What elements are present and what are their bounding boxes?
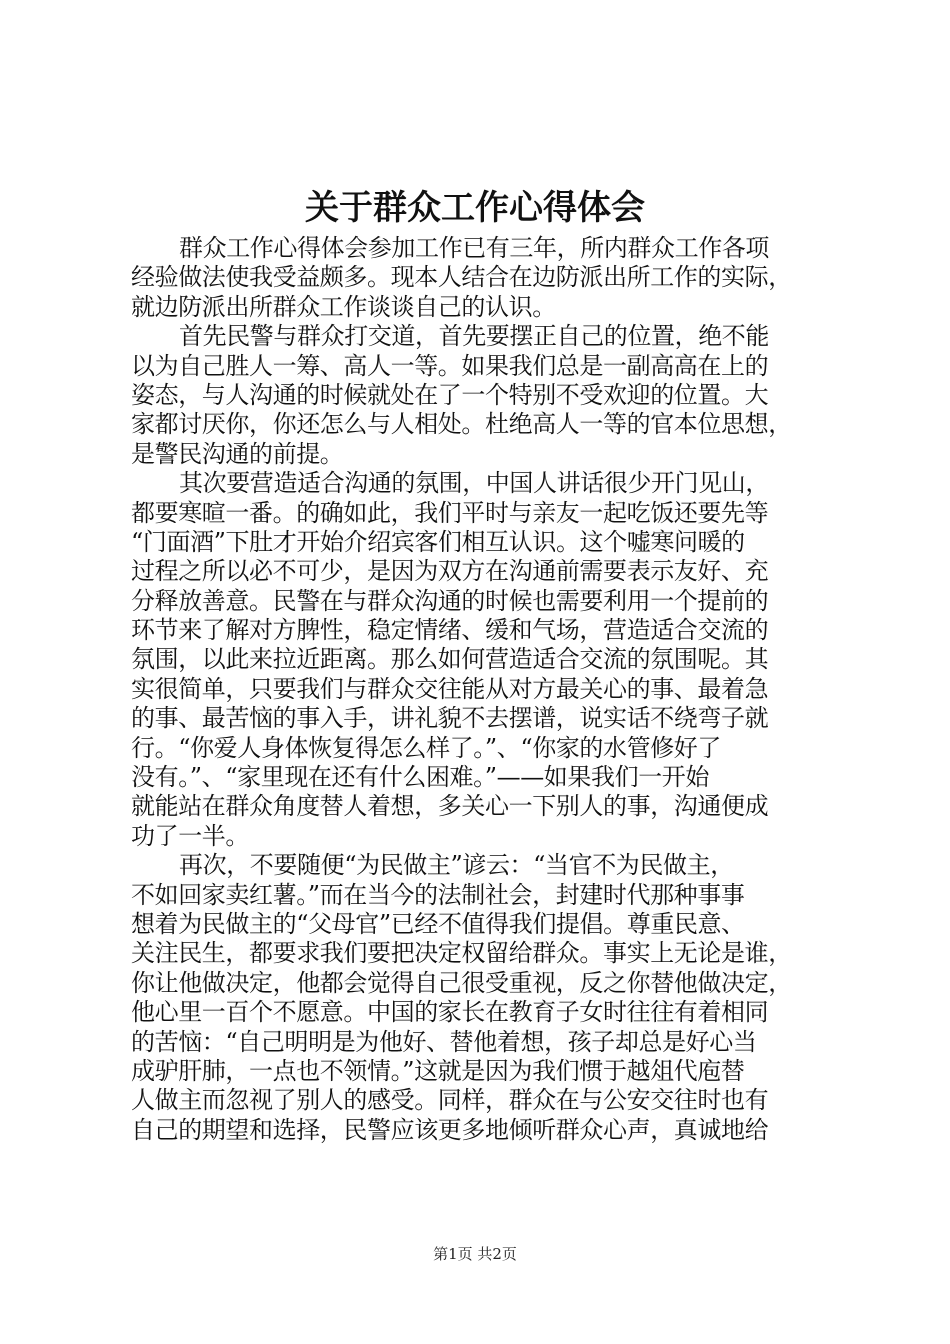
document-body (131, 234, 851, 1145)
paragraph-line: 群众工作心得体会参加工作已有三年，所内群众工作各项 (179, 234, 769, 262)
paragraph-line: 的苦恼：“自己明明是为他好、替他着想，孩子却总是好心当 (131, 1027, 757, 1056)
paragraph-line: 没有。”、“家里现在还有什么困难。”——如果我们一开始 (131, 763, 710, 792)
paragraph-line: 他心里一百个不愿意。中国的家长在教育子女时往往有着相同 (131, 998, 769, 1027)
paragraph-line: 就能站在群众角度替人着想，多关心一下别人的事，沟通便成 (131, 792, 769, 821)
paragraph-line: 氛围，以此来拉近距离。那么如何营造适合交流的氛围呢。其 (131, 645, 769, 674)
paragraph-line: 你让他做决定，他都会觉得自己很受重视，反之你替他做决定， (131, 968, 792, 997)
paragraph-line: 以为自己胜人一筹、高人一等。如果我们总是一副高高在上的 (131, 351, 769, 380)
paragraph-line: 再次，不要随便“为民做主”谚云：“当官不为民做主， (179, 851, 734, 880)
paragraph-2 (131, 322, 851, 469)
paragraph-3 (131, 469, 851, 851)
paragraph-line: 自己的期望和选择，民警应该更多地倾听群众心声，真诚地给 (131, 1115, 769, 1144)
paragraph-line: 功了一半。 (131, 821, 249, 850)
paragraph-line: 经验做法使我受益颇多。现本人结合在边防派出所工作的实际， (131, 263, 792, 292)
paragraph-4 (131, 851, 851, 1145)
paragraph-line: 过程之所以必不可少，是因为双方在沟通前需要表示友好、充 (131, 557, 769, 586)
paragraph-line: 的事、最苦恼的事入手，讲礼貌不去摆谱，说实话不绕弯子就 (131, 704, 769, 733)
paragraph-line: 其次要营造适合沟通的氛围，中国人讲话很少开门见山， (179, 469, 769, 498)
paragraph-line: 家都讨厌你，你还怎么与人相处。杜绝高人一等的官本位思想， (131, 410, 792, 439)
paragraph-line: 关注民生，都要求我们要把决定权留给群众。事实上无论是谁， (131, 939, 792, 968)
paragraph-line: 成驴肝肺，一点也不领情。”这就是因为我们惯于越俎代庖替 (131, 1056, 745, 1085)
paragraph-line: 分释放善意。民警在与群众沟通的时候也需要利用一个提前的 (131, 586, 769, 615)
paragraph-1 (131, 234, 851, 322)
paragraph-line: 想着为民做主的“父母官”已经不值得我们提倡。尊重民意、 (131, 909, 745, 938)
paragraph-line: 不如回家卖红薯。”而在当今的法制社会，封建时代那种事事 (131, 880, 745, 909)
document-title: 关于群众工作心得体会 (305, 188, 645, 228)
paragraph-line: “门面酒”下肚才开始介绍宾客们相互认识。这个嘘寒问暖的 (131, 527, 745, 556)
paragraph-line: 姿态，与人沟通的时候就处在了一个特别不受欢迎的位置。大 (131, 380, 769, 409)
paragraph-line: 实很简单，只要我们与群众交往能从对方最关心的事、最着急 (131, 674, 769, 703)
page-number-footer: 第1页 共2页 (433, 1245, 517, 1263)
paragraph-line: 行。“你爱人身体恢复得怎么样了。”、“你家的水管修好了 (131, 733, 722, 762)
paragraph-line: 环节来了解对方脾性，稳定情绪、缓和气场，营造适合交流的 (131, 616, 769, 645)
paragraph-line: 都要寒暄一番。的确如此，我们平时与亲友一起吃饭还要先等 (131, 498, 769, 527)
paragraph-line: 是警民沟通的前提。 (131, 439, 344, 468)
paragraph-line: 首先民警与群众打交道，首先要摆正自己的位置，绝不能 (179, 322, 769, 351)
paragraph-line: 就边防派出所群众工作谈谈自己的认识。 (131, 292, 556, 321)
paragraph-line: 人做主而忽视了别人的感受。同样，群众在与公安交往时也有 (131, 1086, 769, 1115)
